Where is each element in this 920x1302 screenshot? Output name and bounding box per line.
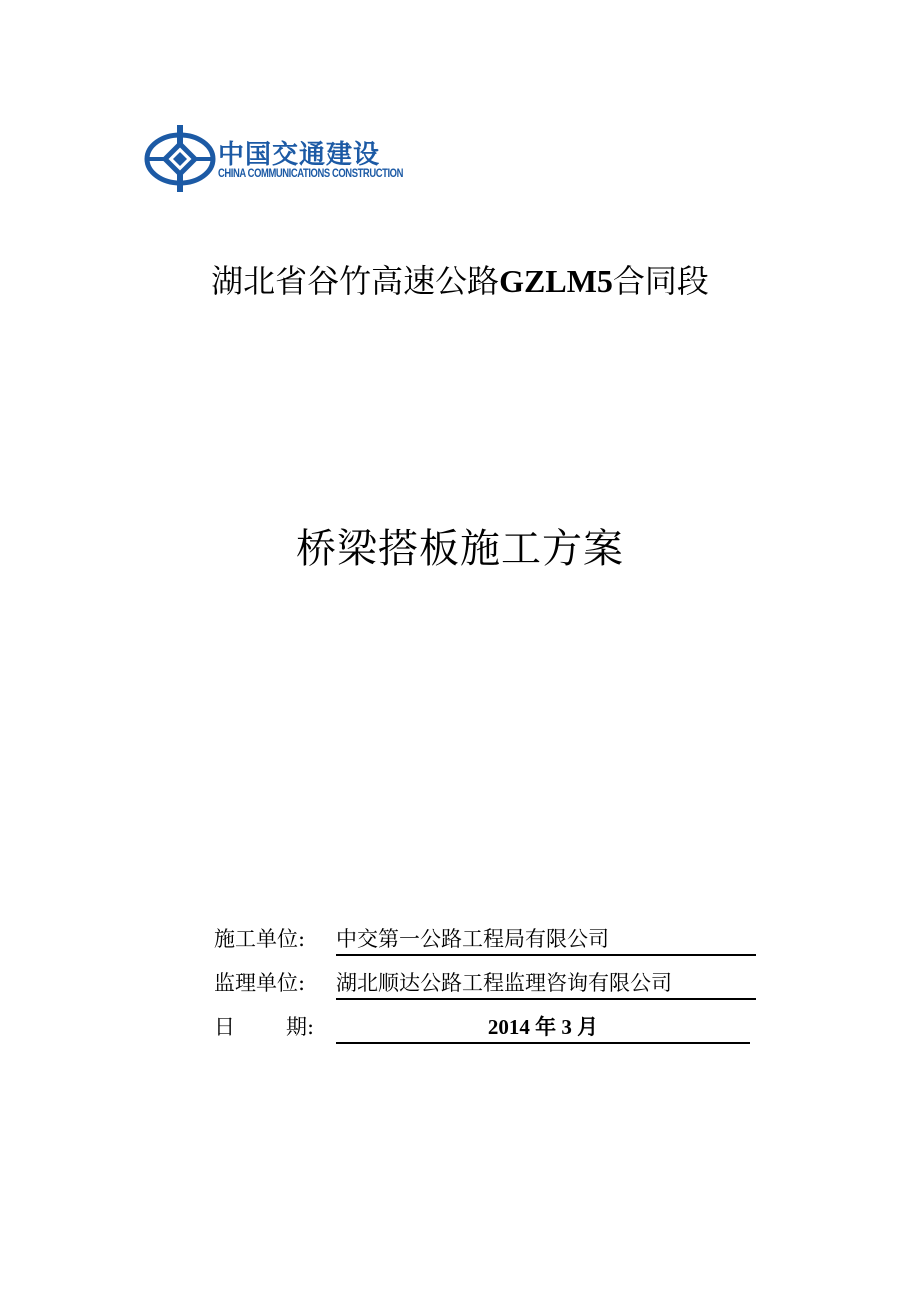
project-title-prefix: 湖北省谷竹高速公路 bbox=[211, 262, 500, 300]
logo-name-cn: 中国交通建设 bbox=[218, 140, 381, 170]
logo-name-en: CHINA COMMUNICATIONS CONSTRUCTION bbox=[218, 168, 404, 180]
project-title bbox=[0, 256, 920, 302]
date-value: 2014 年 3 月 bbox=[336, 1011, 750, 1044]
date-label-char-1: 日 bbox=[214, 1015, 235, 1039]
plan-title: 桥梁搭板施工方案 bbox=[296, 526, 624, 572]
project-title-suffix: 合同段 bbox=[612, 262, 709, 300]
project-code: GZLM5 bbox=[499, 263, 613, 299]
construction-unit-label: 施工单位: bbox=[214, 927, 306, 951]
supervision-unit-label: 监理单位: bbox=[214, 971, 306, 995]
china-communications-construction-emblem-icon bbox=[144, 122, 218, 194]
date-label bbox=[214, 1011, 314, 1041]
construction-unit-value: 中交第一公路工程局有限公司 bbox=[336, 923, 756, 956]
supervision-unit-value: 湖北顺达公路工程监理咨询有限公司 bbox=[336, 967, 756, 1000]
date-label-char-2: 期: bbox=[286, 1015, 315, 1039]
company-logo bbox=[144, 122, 404, 196]
